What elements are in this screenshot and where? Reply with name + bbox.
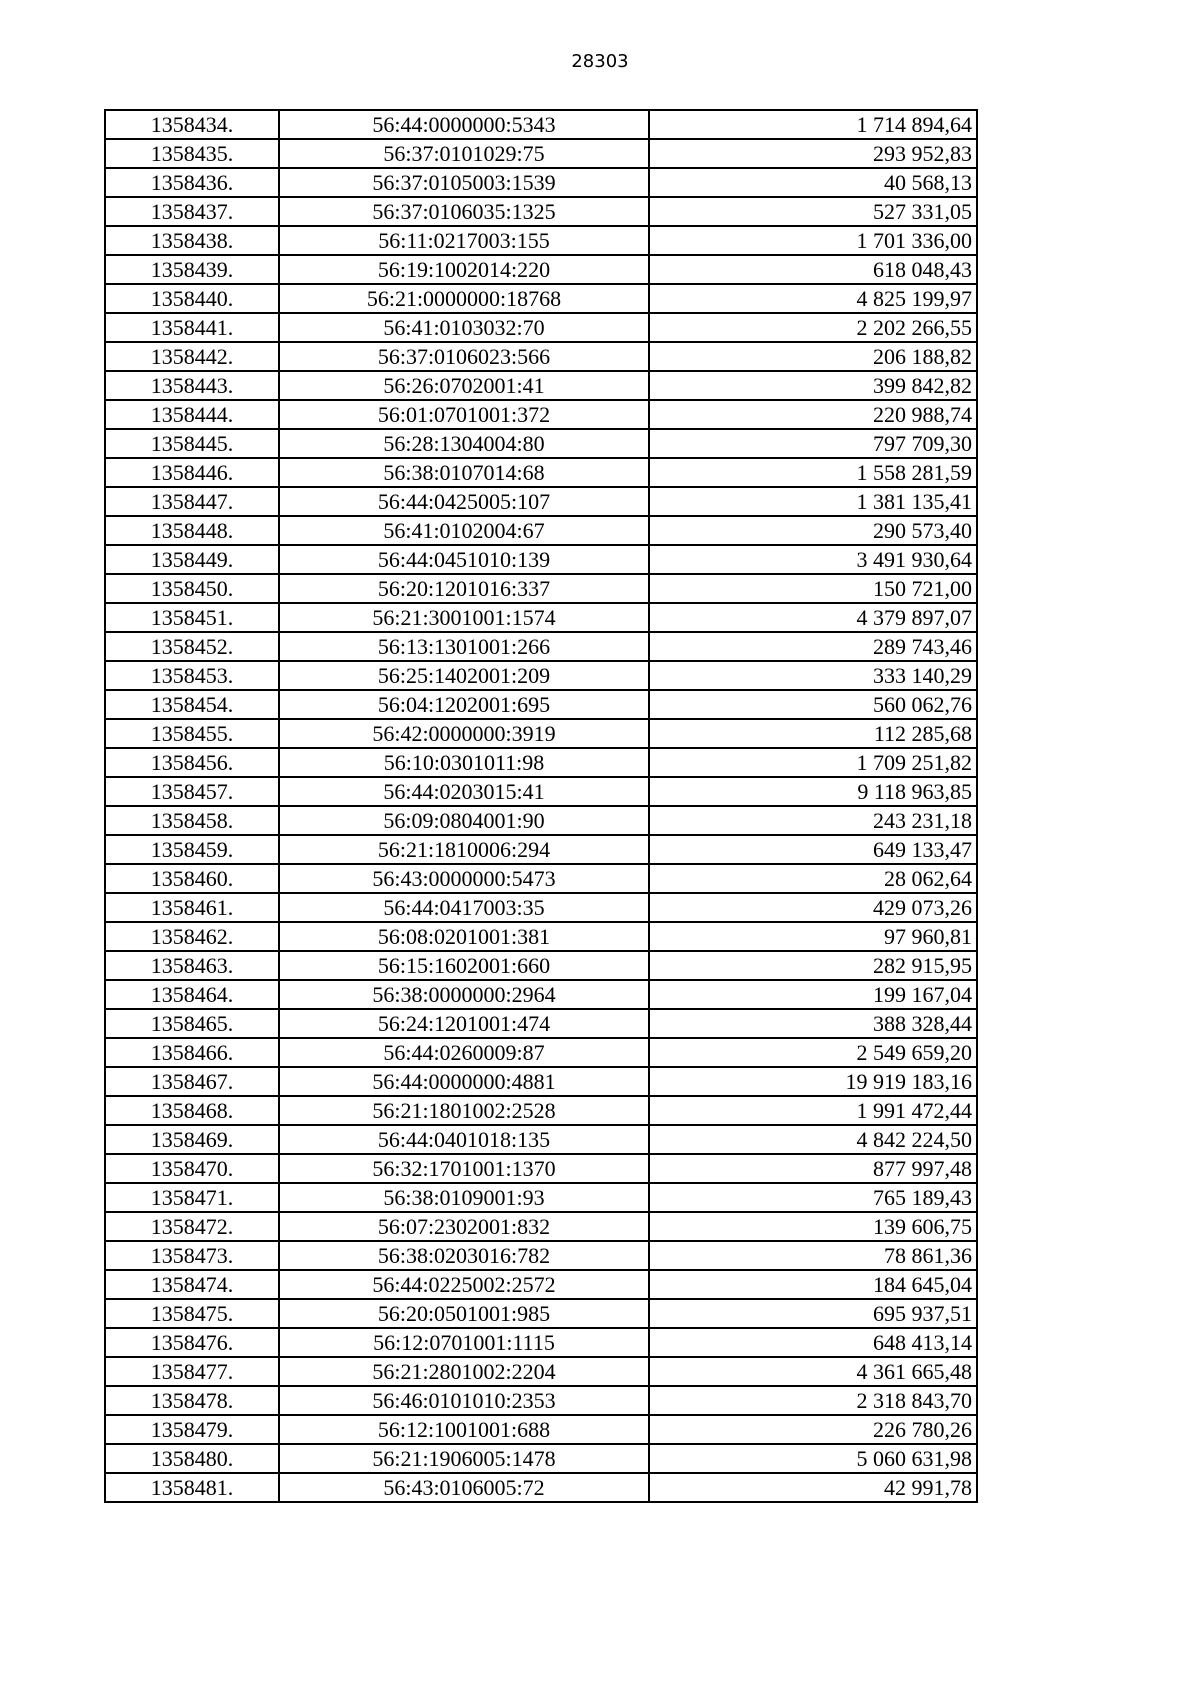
cadastral-value-cell: 282 915,95 — [649, 951, 977, 980]
cadastral-number-cell: 56:44:0425005:107 — [279, 487, 649, 516]
table-row — [105, 255, 977, 284]
cadastral-number-cell: 56:19:1002014:220 — [279, 255, 649, 284]
cadastral-value-cell: 695 937,51 — [649, 1299, 977, 1328]
cadastral-number-cell: 56:37:0101029:75 — [279, 139, 649, 168]
cadastral-value-cell: 1 709 251,82 — [649, 748, 977, 777]
cadastral-value-cell: 9 118 963,85 — [649, 777, 977, 806]
cadastral-value-cell: 3 491 930,64 — [649, 545, 977, 574]
row-number-cell: 1358451. — [105, 603, 279, 632]
table-row — [105, 1009, 977, 1038]
cadastral-number-cell: 56:44:0225002:2572 — [279, 1270, 649, 1299]
row-number-cell: 1358454. — [105, 690, 279, 719]
cadastral-value-cell: 4 842 224,50 — [649, 1125, 977, 1154]
cadastral-value-cell: 527 331,05 — [649, 197, 977, 226]
cadastral-number-cell: 56:13:1301001:266 — [279, 632, 649, 661]
cadastral-value-cell: 4 361 665,48 — [649, 1357, 977, 1386]
cadastral-number-cell: 56:44:0203015:41 — [279, 777, 649, 806]
row-number-cell: 1358476. — [105, 1328, 279, 1357]
cadastral-number-cell: 56:24:1201001:474 — [279, 1009, 649, 1038]
table-row — [105, 574, 977, 603]
cadastral-value-cell: 399 842,82 — [649, 371, 977, 400]
table-row — [105, 487, 977, 516]
cadastral-value-cell: 78 861,36 — [649, 1241, 977, 1270]
cadastral-value-cell: 1 558 281,59 — [649, 458, 977, 487]
cadastral-value-cell: 28 062,64 — [649, 864, 977, 893]
row-number-cell: 1358446. — [105, 458, 279, 487]
table-row — [105, 458, 977, 487]
table-row — [105, 748, 977, 777]
table-row — [105, 197, 977, 226]
table-row — [105, 545, 977, 574]
cadastral-number-cell: 56:15:1602001:660 — [279, 951, 649, 980]
cadastral-number-cell: 56:38:0107014:68 — [279, 458, 649, 487]
row-number-cell: 1358468. — [105, 1096, 279, 1125]
table-row — [105, 400, 977, 429]
table-row — [105, 719, 977, 748]
cadastral-value-cell: 1 381 135,41 — [649, 487, 977, 516]
table-row — [105, 313, 977, 342]
table-row — [105, 1415, 977, 1444]
row-number-cell: 1358438. — [105, 226, 279, 255]
row-number-cell: 1358460. — [105, 864, 279, 893]
cadastral-value-cell: 429 073,26 — [649, 893, 977, 922]
row-number-cell: 1358480. — [105, 1444, 279, 1473]
cadastral-number-cell: 56:20:1201016:337 — [279, 574, 649, 603]
table-row — [105, 777, 977, 806]
table-row — [105, 1067, 977, 1096]
table-row — [105, 1038, 977, 1067]
table-row — [105, 1212, 977, 1241]
row-number-cell: 1358469. — [105, 1125, 279, 1154]
table-row — [105, 284, 977, 313]
row-number-cell: 1358449. — [105, 545, 279, 574]
table-row — [105, 226, 977, 255]
table-row — [105, 951, 977, 980]
cadastral-number-cell: 56:25:1402001:209 — [279, 661, 649, 690]
cadastral-value-cell: 226 780,26 — [649, 1415, 977, 1444]
cadastral-number-cell: 56:43:0106005:72 — [279, 1473, 649, 1502]
row-number-cell: 1358441. — [105, 313, 279, 342]
cadastral-number-cell: 56:44:0000000:5343 — [279, 110, 649, 139]
table-row — [105, 1386, 977, 1415]
cadastral-value-cell: 1 991 472,44 — [649, 1096, 977, 1125]
cadastral-value-cell: 1 714 894,64 — [649, 110, 977, 139]
cadastral-value-cell: 1 701 336,00 — [649, 226, 977, 255]
table-row — [105, 1328, 977, 1357]
table-row — [105, 110, 977, 139]
cadastral-number-cell: 56:32:1701001:1370 — [279, 1154, 649, 1183]
cadastral-number-cell: 56:21:1906005:1478 — [279, 1444, 649, 1473]
row-number-cell: 1358459. — [105, 835, 279, 864]
cadastral-number-cell: 56:21:1801002:2528 — [279, 1096, 649, 1125]
row-number-cell: 1358471. — [105, 1183, 279, 1212]
row-number-cell: 1358442. — [105, 342, 279, 371]
table-row — [105, 690, 977, 719]
row-number-cell: 1358439. — [105, 255, 279, 284]
cadastral-number-cell: 56:44:0451010:139 — [279, 545, 649, 574]
cadastral-value-table — [104, 109, 978, 1503]
page-number: 28303 — [571, 51, 629, 72]
row-number-cell: 1358475. — [105, 1299, 279, 1328]
row-number-cell: 1358455. — [105, 719, 279, 748]
cadastral-value-cell: 4 379 897,07 — [649, 603, 977, 632]
row-number-cell: 1358472. — [105, 1212, 279, 1241]
cadastral-value-cell: 199 167,04 — [649, 980, 977, 1009]
table-row — [105, 168, 977, 197]
cadastral-value-cell: 648 413,14 — [649, 1328, 977, 1357]
table-row — [105, 1183, 977, 1212]
row-number-cell: 1358479. — [105, 1415, 279, 1444]
cadastral-value-cell: 206 188,82 — [649, 342, 977, 371]
table-row — [105, 139, 977, 168]
cadastral-number-cell: 56:21:0000000:18768 — [279, 284, 649, 313]
table-row — [105, 1125, 977, 1154]
cadastral-value-cell: 2 202 266,55 — [649, 313, 977, 342]
table-row — [105, 371, 977, 400]
cadastral-number-cell: 56:08:0201001:381 — [279, 922, 649, 951]
cadastral-number-cell: 56:38:0203016:782 — [279, 1241, 649, 1270]
table-row — [105, 1154, 977, 1183]
table-row — [105, 1357, 977, 1386]
cadastral-number-cell: 56:21:1810006:294 — [279, 835, 649, 864]
cadastral-number-cell: 56:11:0217003:155 — [279, 226, 649, 255]
table-row — [105, 1299, 977, 1328]
cadastral-value-cell: 42 991,78 — [649, 1473, 977, 1502]
cadastral-number-cell: 56:37:0106035:1325 — [279, 197, 649, 226]
cadastral-number-cell: 56:28:1304004:80 — [279, 429, 649, 458]
cadastral-value-cell: 220 988,74 — [649, 400, 977, 429]
cadastral-value-cell: 2 549 659,20 — [649, 1038, 977, 1067]
cadastral-value-cell: 139 606,75 — [649, 1212, 977, 1241]
cadastral-number-cell: 56:41:0102004:67 — [279, 516, 649, 545]
row-number-cell: 1358453. — [105, 661, 279, 690]
table-row — [105, 661, 977, 690]
row-number-cell: 1358458. — [105, 806, 279, 835]
table-row — [105, 516, 977, 545]
table-row — [105, 1473, 977, 1502]
table-row — [105, 806, 977, 835]
row-number-cell: 1358445. — [105, 429, 279, 458]
cadastral-value-cell: 112 285,68 — [649, 719, 977, 748]
cadastral-value-cell: 289 743,46 — [649, 632, 977, 661]
cadastral-value-cell: 4 825 199,97 — [649, 284, 977, 313]
table-row — [105, 922, 977, 951]
cadastral-value-cell: 293 952,83 — [649, 139, 977, 168]
cadastral-value-cell: 618 048,43 — [649, 255, 977, 284]
table-row — [105, 835, 977, 864]
cadastral-number-cell: 56:44:0260009:87 — [279, 1038, 649, 1067]
cadastral-value-cell: 333 140,29 — [649, 661, 977, 690]
row-number-cell: 1358444. — [105, 400, 279, 429]
cadastral-number-cell: 56:41:0103032:70 — [279, 313, 649, 342]
table-row — [105, 864, 977, 893]
row-number-cell: 1358481. — [105, 1473, 279, 1502]
cadastral-number-cell: 56:44:0000000:4881 — [279, 1067, 649, 1096]
cadastral-number-cell: 56:38:0109001:93 — [279, 1183, 649, 1212]
row-number-cell: 1358436. — [105, 168, 279, 197]
row-number-cell: 1358461. — [105, 893, 279, 922]
row-number-cell: 1358456. — [105, 748, 279, 777]
cadastral-number-cell: 56:10:0301011:98 — [279, 748, 649, 777]
row-number-cell: 1358443. — [105, 371, 279, 400]
row-number-cell: 1358452. — [105, 632, 279, 661]
row-number-cell: 1358464. — [105, 980, 279, 1009]
row-number-cell: 1358440. — [105, 284, 279, 313]
row-number-cell: 1358450. — [105, 574, 279, 603]
row-number-cell: 1358463. — [105, 951, 279, 980]
cadastral-number-cell: 56:21:2801002:2204 — [279, 1357, 649, 1386]
cadastral-value-cell: 5 060 631,98 — [649, 1444, 977, 1473]
cadastral-number-cell: 56:01:0701001:372 — [279, 400, 649, 429]
cadastral-number-cell: 56:37:0105003:1539 — [279, 168, 649, 197]
cadastral-number-cell: 56:04:1202001:695 — [279, 690, 649, 719]
cadastral-value-cell: 290 573,40 — [649, 516, 977, 545]
cadastral-value-cell: 184 645,04 — [649, 1270, 977, 1299]
cadastral-value-cell: 765 189,43 — [649, 1183, 977, 1212]
cadastral-value-cell: 40 568,13 — [649, 168, 977, 197]
table-row — [105, 342, 977, 371]
row-number-cell: 1358474. — [105, 1270, 279, 1299]
cadastral-number-cell: 56:38:0000000:2964 — [279, 980, 649, 1009]
cadastral-number-cell: 56:42:0000000:3919 — [279, 719, 649, 748]
cadastral-number-cell: 56:20:0501001:985 — [279, 1299, 649, 1328]
table-row — [105, 603, 977, 632]
row-number-cell: 1358465. — [105, 1009, 279, 1038]
cadastral-number-cell: 56:12:1001001:688 — [279, 1415, 649, 1444]
cadastral-number-cell: 56:12:0701001:1115 — [279, 1328, 649, 1357]
row-number-cell: 1358466. — [105, 1038, 279, 1067]
cadastral-value-cell: 388 328,44 — [649, 1009, 977, 1038]
cadastral-value-cell: 560 062,76 — [649, 690, 977, 719]
row-number-cell: 1358467. — [105, 1067, 279, 1096]
table-row — [105, 980, 977, 1009]
cadastral-value-cell: 797 709,30 — [649, 429, 977, 458]
cadastral-value-cell: 2 318 843,70 — [649, 1386, 977, 1415]
row-number-cell: 1358462. — [105, 922, 279, 951]
row-number-cell: 1358448. — [105, 516, 279, 545]
row-number-cell: 1358470. — [105, 1154, 279, 1183]
row-number-cell: 1358477. — [105, 1357, 279, 1386]
cadastral-number-cell: 56:37:0106023:566 — [279, 342, 649, 371]
cadastral-number-cell: 56:44:0417003:35 — [279, 893, 649, 922]
cadastral-value-cell: 877 997,48 — [649, 1154, 977, 1183]
table-row — [105, 429, 977, 458]
row-number-cell: 1358447. — [105, 487, 279, 516]
cadastral-number-cell: 56:21:3001001:1574 — [279, 603, 649, 632]
table-row — [105, 893, 977, 922]
cadastral-value-cell: 150 721,00 — [649, 574, 977, 603]
cadastral-number-cell: 56:46:0101010:2353 — [279, 1386, 649, 1415]
cadastral-value-cell: 649 133,47 — [649, 835, 977, 864]
row-number-cell: 1358434. — [105, 110, 279, 139]
row-number-cell: 1358457. — [105, 777, 279, 806]
table-row — [105, 632, 977, 661]
table-row — [105, 1270, 977, 1299]
row-number-cell: 1358473. — [105, 1241, 279, 1270]
row-number-cell: 1358478. — [105, 1386, 279, 1415]
row-number-cell: 1358435. — [105, 139, 279, 168]
cadastral-number-cell: 56:44:0401018:135 — [279, 1125, 649, 1154]
row-number-cell: 1358437. — [105, 197, 279, 226]
cadastral-number-cell: 56:07:2302001:832 — [279, 1212, 649, 1241]
table-row — [105, 1096, 977, 1125]
table-body — [105, 110, 977, 1502]
cadastral-value-cell: 243 231,18 — [649, 806, 977, 835]
table-row — [105, 1444, 977, 1473]
cadastral-value-cell: 97 960,81 — [649, 922, 977, 951]
table-row — [105, 1241, 977, 1270]
cadastral-number-cell: 56:09:0804001:90 — [279, 806, 649, 835]
cadastral-value-cell: 19 919 183,16 — [649, 1067, 977, 1096]
cadastral-number-cell: 56:26:0702001:41 — [279, 371, 649, 400]
cadastral-number-cell: 56:43:0000000:5473 — [279, 864, 649, 893]
